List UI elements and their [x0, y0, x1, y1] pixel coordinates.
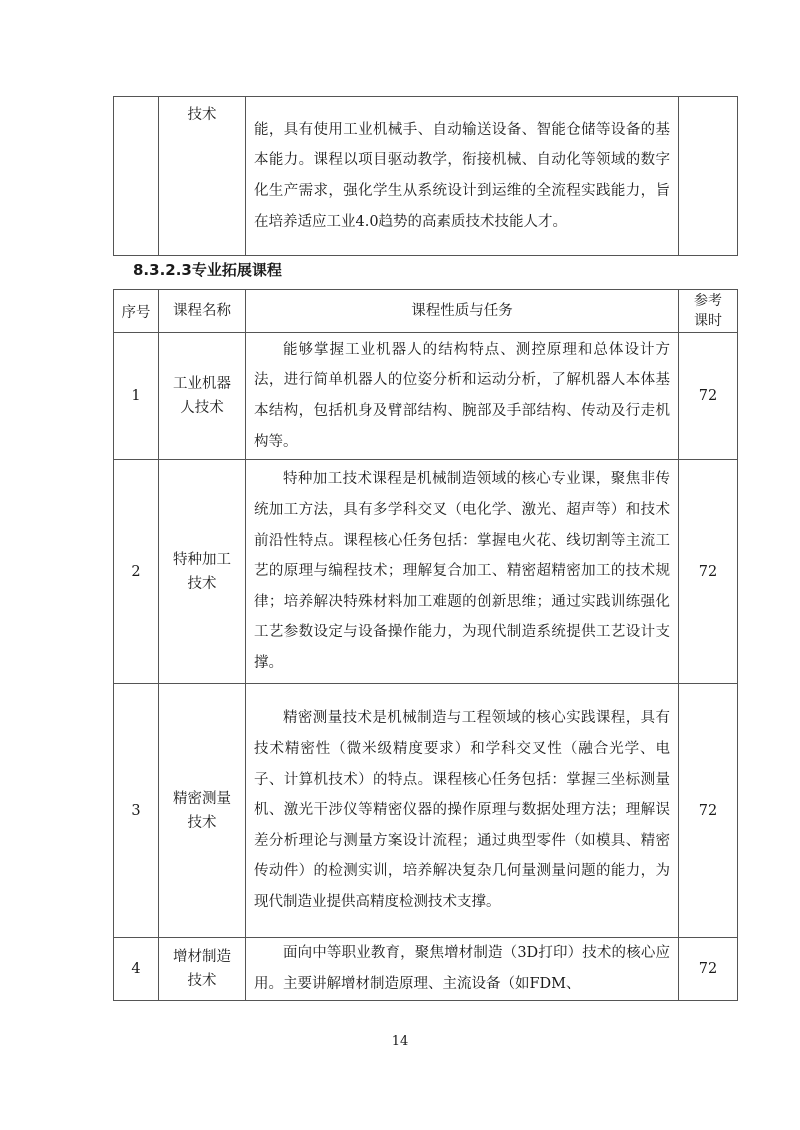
cell-description: 精密测量技术是机械制造与工程领域的核心实践课程，具有技术精密性（微米级精度要求）和学科交叉性（融合光学、电子、计算机技术）的特点。课程核心任务包括：掌握三坐标测量机、激光干涉仪等精密仪器的操作原理与数据处理方法；理解误差分析理论与测量方案设计流程；通过典型零件（如模具、精密传动件）的检测实训，培养解决复杂几何量测量问题的能力，为现代制造业提供高精度检测技术支撑。 — [246, 684, 679, 938]
continued-table — [113, 96, 738, 256]
table-row — [114, 684, 738, 938]
cell-no: 3 — [114, 684, 159, 938]
table-row — [114, 97, 738, 256]
cell-description: 能够掌握工业机器人的结构特点、测控原理和总体设计方法，进行简单机器人的位姿分析和运动分析，了解机器人本体基本结构，包括机身及臂部结构、腕部及手部结构、传动及行走机构等。 — [246, 333, 679, 460]
cell-no — [114, 97, 159, 256]
cell-hours: 72 — [679, 460, 738, 684]
section-heading: 8.3.2.3专业拓展课程 — [133, 261, 282, 279]
table-row — [114, 333, 738, 460]
cell-hours — [679, 97, 738, 256]
header-course-name: 课程名称 — [159, 290, 246, 333]
cell-no: 1 — [114, 333, 159, 460]
course-name-text: 工业机器人技术 — [172, 376, 231, 416]
cell-description: 面向中等职业教育，聚焦增材制造（3D打印）技术的核心应用。主要讲解增材制造原理、主流设备（如FDM、 — [246, 938, 679, 1001]
cell-course-name — [159, 460, 246, 684]
table-row — [114, 938, 738, 1001]
header-hours-label: 参考课时 — [693, 293, 722, 329]
course-name-text: 精密测量技术 — [172, 790, 231, 831]
cell-no: 2 — [114, 460, 159, 684]
page-number: 14 — [391, 1034, 409, 1049]
table-header-row — [114, 290, 738, 333]
table-row — [114, 460, 738, 684]
header-description: 课程性质与任务 — [246, 290, 679, 333]
cell-hours: 72 — [679, 938, 738, 1001]
cell-course-name: 技术 — [159, 97, 246, 256]
cell-hours: 72 — [679, 684, 738, 938]
cell-course-name — [159, 684, 246, 938]
cell-description: 特种加工技术课程是机械制造领域的核心专业课，聚焦非传统加工方法，具有多学科交叉（电化学、激光、超声等）和技术前沿性特点。课程核心任务包括：掌握电火花、线切割等主流工艺的原理与编程技术；理解复合加工、精密超精密加工的技术规律；培养解决特殊材料加工难题的创新思维；通过实践训练强化工艺参数设定与设备操作能力，为现代制造系统提供工艺设计支撑。 — [246, 460, 679, 684]
course-name-text: 增材制造技术 — [172, 949, 231, 989]
course-name-text: 特种加工技术 — [172, 551, 231, 592]
cell-course-name — [159, 333, 246, 460]
header-no: 序号 — [114, 290, 159, 333]
cell-no: 4 — [114, 938, 159, 1001]
cell-description: 能，具有使用工业机械手、自动输送设备、智能仓储等设备的基本能力。课程以项目驱动教学，衔接机械、自动化等领域的数字化生产需求，强化学生从系统设计到运维的全流程实践能力，旨在培养适应工业4.0趋势的高素质技术技能人才。 — [246, 97, 679, 256]
cell-hours: 72 — [679, 333, 738, 460]
cell-course-name — [159, 938, 246, 1001]
header-hours — [679, 290, 738, 333]
course-table — [113, 289, 738, 1001]
